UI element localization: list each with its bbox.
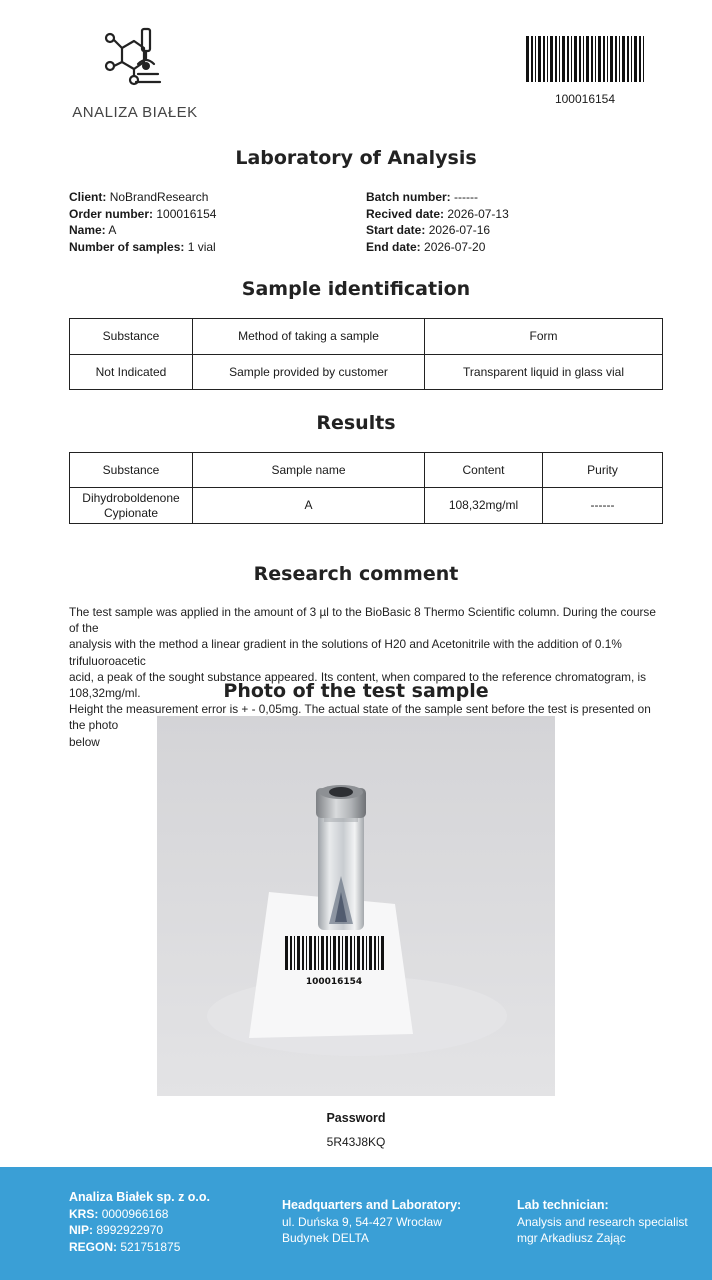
hq-building: Budynek DELTA <box>282 1231 369 1245</box>
table-cell: Not Indicated <box>70 355 193 390</box>
table-cell: Transparent liquid in glass vial <box>425 355 663 390</box>
batch-number-row: Batch number: ------ <box>366 190 479 204</box>
comment-line: below <box>69 734 100 749</box>
barcode-bar <box>330 936 331 970</box>
barcode-bar <box>369 936 372 970</box>
tech-name: mgr Arkadiusz Zając <box>517 1231 626 1245</box>
comment-line: Height the measurement error is + - 0,05mg. The actual state of the sample sent before the test is presented on the photo <box>69 702 651 733</box>
table-cell: 108,32mg/ml <box>425 488 543 524</box>
table-header-cell: Sample name <box>193 453 425 488</box>
barcode-bar <box>610 36 613 82</box>
barcode-bar <box>357 936 360 970</box>
table-header-cell: Substance <box>70 453 193 488</box>
sample-identification-title: Sample identification <box>241 278 471 300</box>
table-cell: Dihydroboldenone Cypionate <box>70 488 193 524</box>
barcode-bar <box>314 936 316 970</box>
barcode-bar <box>350 936 352 970</box>
comment-line: acid, a peak of the sought substance appeared. Its content, when compared to the reference chromatogram, is 108,32mg/ml. <box>69 669 647 701</box>
footer-headquarters <box>282 1197 461 1247</box>
barcode-bar <box>290 936 292 970</box>
barcode-bar <box>562 36 565 82</box>
client-row: Client: NoBrandResearch <box>69 190 209 204</box>
barcode-bar <box>338 936 340 970</box>
footer <box>0 1167 712 1280</box>
company-logo <box>70 26 200 124</box>
barcode-bar <box>538 36 541 82</box>
photo-title: Photo of the test sample <box>223 680 489 702</box>
logo-text: ANALIZA BIAŁEK <box>72 104 198 121</box>
tech-role: Analysis and research specialist <box>517 1214 688 1229</box>
barcode-bar <box>531 36 533 82</box>
nip-row: NIP: 8992922970 <box>69 1223 164 1237</box>
password-value: 5R43J8KQ <box>326 1135 386 1149</box>
barcode-bar <box>615 36 617 82</box>
vial-photo-image <box>157 716 555 1096</box>
table-header-cell: Content <box>425 453 543 488</box>
barcode-bar <box>333 936 336 970</box>
barcode-bar <box>318 936 319 970</box>
end-date-row: End date: 2026-07-20 <box>366 239 486 254</box>
barcode-bar <box>345 936 348 970</box>
barcode-bar <box>309 936 312 970</box>
barcode-number: 100016154 <box>554 92 616 106</box>
comment-line: The test sample was applied in the amount of 3 µl to the BioBasic 8 Thermo Scientific column. During the course of the <box>69 605 656 636</box>
barcode-bar <box>622 36 625 82</box>
received-date-row: Recived date: 2026-07-13 <box>366 206 509 221</box>
results-title: Results <box>316 412 396 434</box>
barcode-bar <box>634 36 637 82</box>
order-info-right <box>366 189 509 255</box>
results-table <box>69 452 663 524</box>
table-cell: ------ <box>543 488 663 524</box>
hq-address: ul. Duńska 9, 54-427 Wrocław <box>282 1214 442 1229</box>
photo-barcode <box>285 936 384 970</box>
barcode-bar <box>321 936 324 970</box>
barcode-bar <box>571 36 572 82</box>
table-cell: A <box>193 488 425 524</box>
barcode-bar <box>354 936 355 970</box>
barcode-bar <box>374 936 376 970</box>
table-header-cell: Form <box>425 319 663 355</box>
molecule-microscope-icon <box>96 26 176 96</box>
table-header-cell: Method of taking a sample <box>193 319 425 355</box>
barcode-bar <box>294 936 295 970</box>
barcode-bar <box>579 36 581 82</box>
barcode-bar <box>378 936 379 970</box>
barcode-bar <box>607 36 608 82</box>
password-label: Password <box>326 1111 386 1125</box>
barcode-bar <box>559 36 560 82</box>
barcode-bar <box>583 36 584 82</box>
table-header-cell: Substance <box>70 319 193 355</box>
barcode-image <box>526 36 644 82</box>
barcode-bar <box>302 936 304 970</box>
barcode-bar <box>627 36 629 82</box>
barcode-bar <box>342 936 343 970</box>
barcode-bar <box>526 36 529 82</box>
tech-title: Lab technician: <box>517 1198 609 1212</box>
start-date-row: Start date: 2026-07-16 <box>366 223 491 237</box>
barcode-bar <box>619 36 620 82</box>
barcode-bar <box>297 936 300 970</box>
barcode-bar <box>362 936 364 970</box>
barcode-bar <box>595 36 596 82</box>
barcode-bar <box>550 36 553 82</box>
table-cell: Sample provided by customer <box>193 355 425 390</box>
footer-company-info <box>69 1189 210 1255</box>
barcode-bar <box>285 936 288 970</box>
barcode-bar <box>598 36 601 82</box>
regon-row: REGON: 521751875 <box>69 1239 181 1254</box>
company-name: Analiza Białek sp. z o.o. <box>69 1190 211 1204</box>
name-row: Name: A <box>69 223 117 237</box>
barcode-bar <box>535 36 536 82</box>
table-header-row <box>70 319 663 355</box>
barcode-bar <box>555 36 557 82</box>
photo-label-number: 100016154 <box>305 977 363 987</box>
footer-lab-technician <box>517 1197 688 1247</box>
barcode-bar <box>366 936 367 970</box>
table-header-cell: Purity <box>543 453 663 488</box>
barcode-bar <box>326 936 328 970</box>
hq-title: Headquarters and Laboratory: <box>282 1198 462 1212</box>
barcode-bar <box>306 936 307 970</box>
barcode-bar <box>567 36 569 82</box>
table-row <box>70 488 663 524</box>
barcode-bar <box>547 36 548 82</box>
order-number-row: Order number: 100016154 <box>69 206 217 221</box>
table-header-row <box>70 453 663 488</box>
krs-row: KRS: 0000966168 <box>69 1206 169 1221</box>
research-comment-title: Research comment <box>253 563 459 585</box>
comment-line: analysis with the method a linear gradient in the solutions of H20 and Acetonitrile with the addition of 0.1% trifuluoroacetic <box>69 637 622 668</box>
barcode-bar <box>586 36 589 82</box>
barcode-bar <box>603 36 605 82</box>
barcode-bar <box>639 36 641 82</box>
order-info-left <box>69 189 216 255</box>
table-row <box>70 355 663 390</box>
barcode-bar <box>574 36 577 82</box>
barcode-bar <box>591 36 593 82</box>
barcode-bar <box>643 36 644 82</box>
page-title: Laboratory of Analysis <box>235 147 477 169</box>
barcode-bar <box>543 36 545 82</box>
samples-count-row: Number of samples: 1 vial <box>69 239 216 254</box>
barcode-bar <box>381 936 384 970</box>
sample-identification-table <box>69 318 663 390</box>
sample-photo <box>157 716 555 1096</box>
barcode-bar <box>631 36 632 82</box>
